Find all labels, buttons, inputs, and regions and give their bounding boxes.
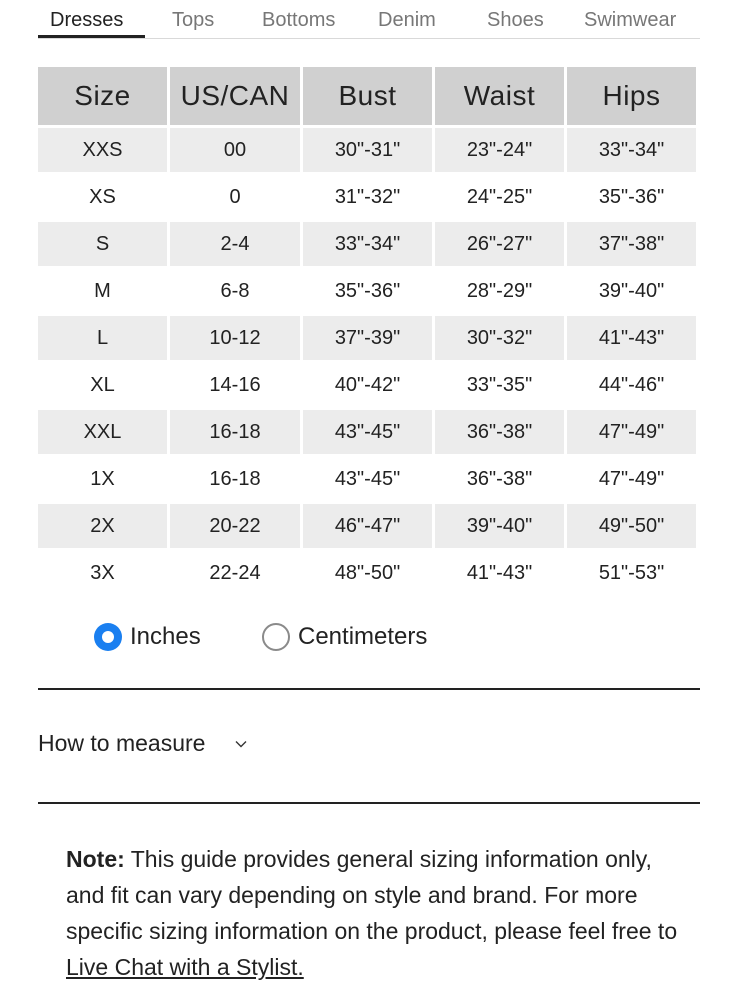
cell-waist: 23"-24" [435,128,564,172]
cell-hips: 51"-53" [598,561,665,584]
cell-waist: 33"-35" [466,373,533,396]
header-bust: Bust [303,67,432,125]
inches-option[interactable] [94,623,201,651]
centimeters-label: Centimeters [298,623,428,650]
tab-swimwear[interactable]: Swimwear [584,9,677,31]
how-to-measure-toggle[interactable] [38,730,247,757]
active-tab-indicator [38,35,145,38]
table-row [38,410,696,454]
live-chat-link[interactable]: Live Chat with a Stylist. [66,954,304,980]
cell-bust: 46"-47" [303,504,432,548]
divider [38,688,700,690]
cell-size: 2X [38,504,167,548]
cell-waist: 39"-40" [435,504,564,548]
cell-hips: 44"-46" [598,373,665,396]
cell-us-can: 2-4 [170,222,300,266]
cell-us-can: 00 [170,128,300,172]
cell-size: XS [89,185,116,208]
tab-denim[interactable]: Denim [378,9,436,31]
cell-hips: 49"-50" [567,504,696,548]
cell-bust: 43"-45" [334,467,401,490]
tab-dresses[interactable]: Dresses [50,9,124,31]
cell-bust: 48"-50" [334,561,401,584]
cell-us-can: 22-24 [209,561,261,584]
cell-size: M [94,279,111,302]
cell-bust: 43"-45" [303,410,432,454]
inches-label: Inches [130,623,201,650]
table-row [38,269,696,313]
cell-bust: 40"-42" [334,373,401,396]
cell-hips: 47"-49" [598,467,665,490]
cell-waist: 36"-38" [435,410,564,454]
cell-us-can: 10-12 [170,316,300,360]
how-to-measure-label: How to measure [38,730,206,756]
sizing-note [66,841,686,985]
header-waist: Waist [435,67,564,125]
cell-us-can: 0 [229,185,241,208]
cell-size: S [38,222,167,266]
table-row [38,175,696,219]
cell-waist: 30"-32" [435,316,564,360]
note-prefix: Note: [66,846,125,872]
cell-waist: 26"-27" [435,222,564,266]
centimeters-radio[interactable] [262,623,290,651]
header-us-can: US/CAN [170,67,300,125]
cell-hips: 39"-40" [598,279,665,302]
cell-us-can: 16-18 [170,410,300,454]
cell-size: XXS [38,128,167,172]
header-size: Size [38,67,167,125]
cell-size: XXL [38,410,167,454]
cell-size: 3X [90,561,115,584]
cell-size: 1X [90,467,115,490]
radio-selected-dot [102,631,114,643]
table-row [38,316,696,360]
note-text: This guide provides general sizing information only, and fit can vary depending on style and brand. For more specific sizing information on the product, please feel free to [66,846,678,944]
size-chart-table [35,64,699,598]
cell-bust: 33"-34" [303,222,432,266]
cell-hips: 33"-34" [567,128,696,172]
cell-size: L [38,316,167,360]
header-hips: Hips [567,67,696,125]
centimeters-option[interactable] [262,623,427,651]
table-row [38,222,696,266]
cell-us-can: 14-16 [209,373,261,396]
cell-hips: 41"-43" [567,316,696,360]
cell-waist: 28"-29" [466,279,533,302]
cell-bust: 30"-31" [303,128,432,172]
table-header-row [38,67,696,125]
table-row [38,551,696,595]
chevron-down-icon [235,738,247,750]
cell-waist: 41"-43" [466,561,533,584]
cell-bust: 37"-39" [303,316,432,360]
cell-hips: 37"-38" [567,222,696,266]
cell-hips: 35"-36" [598,185,665,208]
cell-bust: 31"-32" [334,185,401,208]
inches-radio[interactable] [94,623,122,651]
cell-waist: 36"-38" [466,467,533,490]
cell-us-can: 16-18 [209,467,261,490]
cell-waist: 24"-25" [466,185,533,208]
cell-hips: 47"-49" [567,410,696,454]
tab-shoes[interactable]: Shoes [487,9,544,31]
tab-tops[interactable]: Tops [172,9,215,31]
table-row [38,128,696,172]
table-row [38,457,696,501]
table-row [38,504,696,548]
tab-bottoms[interactable]: Bottoms [262,9,336,31]
table-row [38,363,696,407]
category-tabs [38,0,700,39]
cell-bust: 35"-36" [334,279,401,302]
divider [38,802,700,804]
cell-us-can: 6-8 [220,279,250,302]
cell-size: XL [90,373,115,396]
cell-us-can: 20-22 [170,504,300,548]
